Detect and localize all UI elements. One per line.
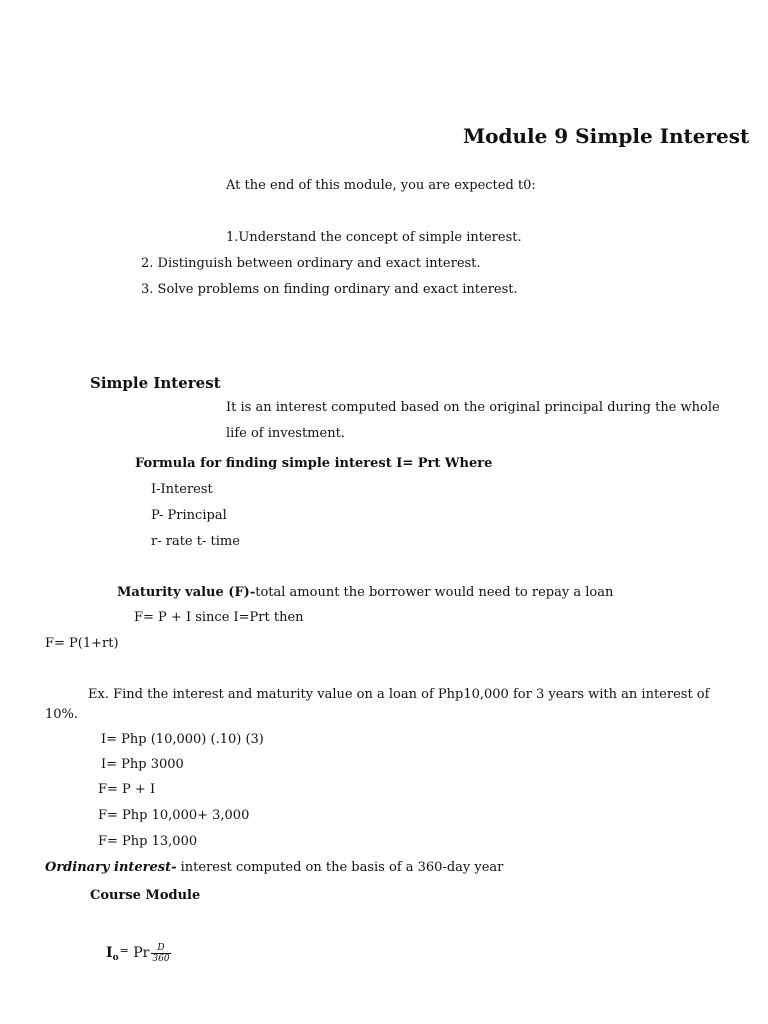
example-step: F= P + I (98, 782, 156, 797)
example-step: F= Php 13,000 (98, 834, 198, 849)
ordinary-interest-formula (106, 936, 171, 973)
formula-fraction (151, 943, 170, 964)
ordinary-interest-label: Ordinary interest- (45, 860, 177, 875)
variable-definition: r- rate t- time (151, 534, 240, 549)
section-heading-simple-interest: Simple Interest (90, 374, 221, 392)
course-module-label: Course Module (90, 888, 201, 903)
formula-lhs: I (106, 945, 113, 961)
definition-line: life of investment. (226, 426, 345, 441)
maturity-label: Maturity value (F)- (117, 585, 256, 600)
maturity-definition (117, 585, 613, 601)
definition-line: It is an interest computed based on the original principal during the whole (226, 400, 720, 415)
objective-item: 3. Solve problems on finding ordinary and exact interest. (141, 282, 518, 297)
page-title: Module 9 Simple Interest (463, 124, 750, 148)
maturity-desc: total amount the borrower would need to repay a loan (255, 585, 614, 600)
maturity-formula-result: F= P(1+rt) (45, 636, 119, 651)
formula-rhs: Pr (133, 945, 150, 961)
ordinary-interest-desc: interest computed on the basis of a 360-day year (176, 860, 504, 875)
formula-equals: = (119, 944, 129, 957)
objective-item: 2. Distinguish between ordinary and exact interest. (141, 256, 481, 271)
fraction-denominator: 360 (152, 953, 170, 964)
fraction-numerator: D (151, 943, 170, 954)
formula-line: Formula for finding simple interest I= Prt Where (135, 456, 493, 471)
objective-item: 1.Understand the concept of simple interest. (226, 230, 522, 245)
objectives-intro: At the end of this module, you are expected t0: (226, 178, 536, 193)
variable-definition: P- Principal (151, 508, 227, 523)
variable-definition: I-Interest (151, 482, 213, 497)
example-step: I= Php 3000 (101, 757, 184, 772)
example-question-cont: 10%. (45, 707, 79, 722)
formula-subscript: o (112, 953, 119, 963)
example-question: Ex. Find the interest and maturity value on a loan of Php10,000 for 3 years with an interest of (88, 687, 710, 702)
maturity-formula: F= P + I since I=Prt then (134, 610, 304, 625)
ordinary-interest-definition (45, 860, 503, 876)
example-step: I= Php (10,000) (.10) (3) (101, 732, 264, 747)
example-step: F= Php 10,000+ 3,000 (98, 808, 250, 823)
